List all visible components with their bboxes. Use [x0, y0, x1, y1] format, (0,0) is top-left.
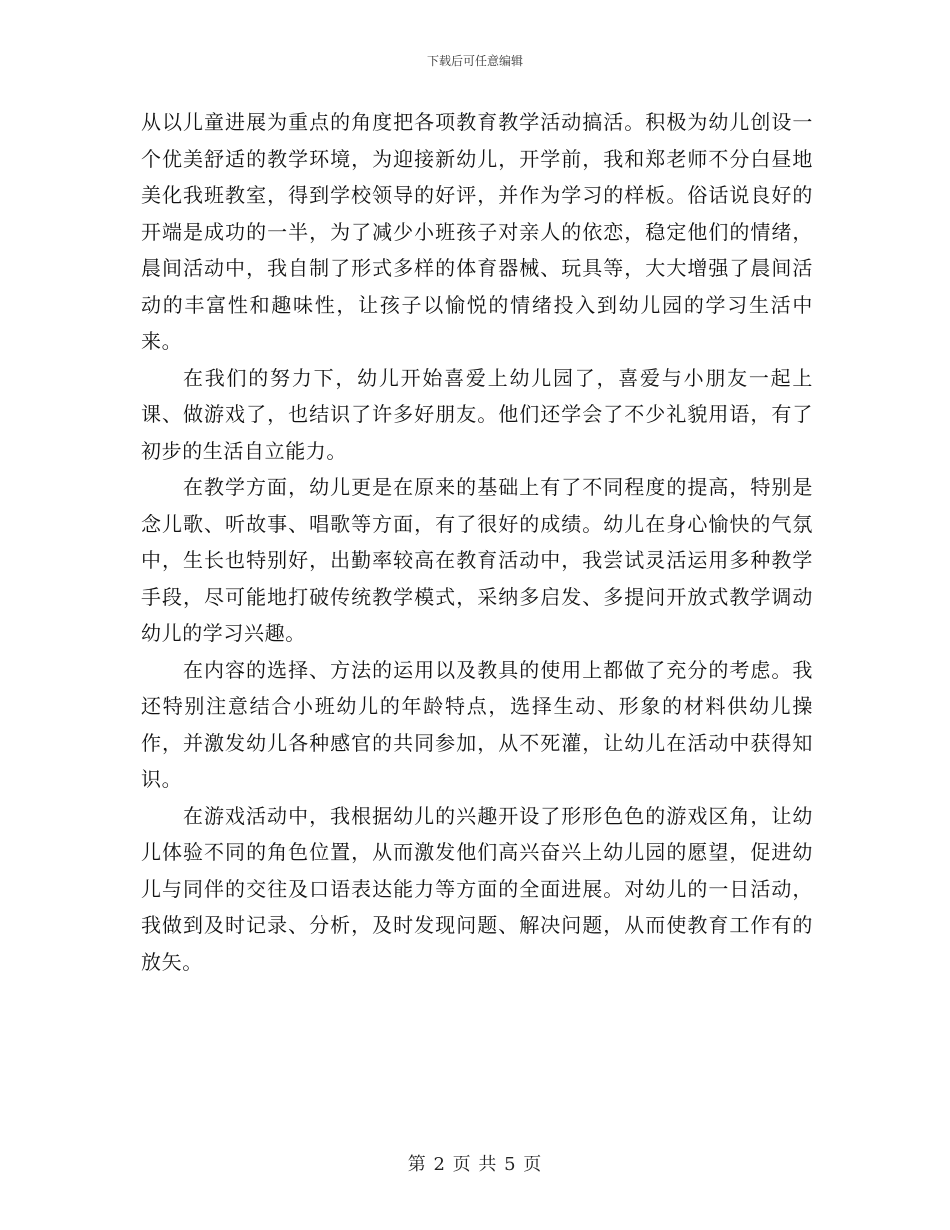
paragraph-2: 在我们的努力下，幼儿开始喜爱上幼儿园了，喜爱与小朋友一起上课、做游戏了，也结识了许多好朋友。他们还学会了不少礼貌用语，有了初步的生活自立能力。	[141, 365, 813, 463]
paragraph-5: 在游戏活动中，我根据幼儿的兴趣开设了形形色色的游戏区角，让幼儿体验不同的角色位置，从而激发他们高兴奋兴上幼儿园的愿望，促进幼儿与同伴的交往及口语表达能力等方面的全面进展。对幼儿的一日活动，我做到及时记录、分析，及时发现问题、解决问题，从而使教育工作有的放矢。	[141, 803, 813, 974]
body-text	[141, 104, 813, 980]
page-header: 下载后可任意编辑	[426, 54, 523, 68]
page-footer: 第 2 页 共 5 页	[407, 1154, 543, 1175]
paragraph-4: 在内容的选择、方法的运用以及教具的使用上都做了充分的考虑。我还特别注意结合小班幼儿的年龄特点，选择生动、形象的材料供幼儿操作，并激发幼儿各种感官的共同参加，从不死灌，让幼儿在活动中获得知识。	[141, 657, 813, 791]
paragraph-1: 从以儿童进展为重点的角度把各项教育教学活动搞活。积极为幼儿创设一个优美舒适的教学环境，为迎接新幼儿，开学前，我和郑老师不分白昼地美化我班教室，得到学校领导的好评，并作为学习的样板。俗话说良好的开端是成功的一半，为了减少小班孩子对亲人的依恋，稳定他们的情绪，晨间活动中，我自制了形式多样的体育器械、玩具等，大大增强了晨间活动的丰富性和趣味性，让孩子以愉悦的情绪投入到幼儿园的学习生活中来。	[141, 110, 813, 353]
paragraph-3: 在教学方面，幼儿更是在原来的基础上有了不同程度的提高，特别是念儿歌、听故事、唱歌等方面，有了很好的成绩。幼儿在身心愉快的气氛中，生长也特别好，出勤率较高在教育活动中，我尝试灵活运用多种教学手段，尽可能地打破传统教学模式，采纳多启发、多提问开放式教学调动幼儿的学习兴趣。	[141, 475, 813, 645]
